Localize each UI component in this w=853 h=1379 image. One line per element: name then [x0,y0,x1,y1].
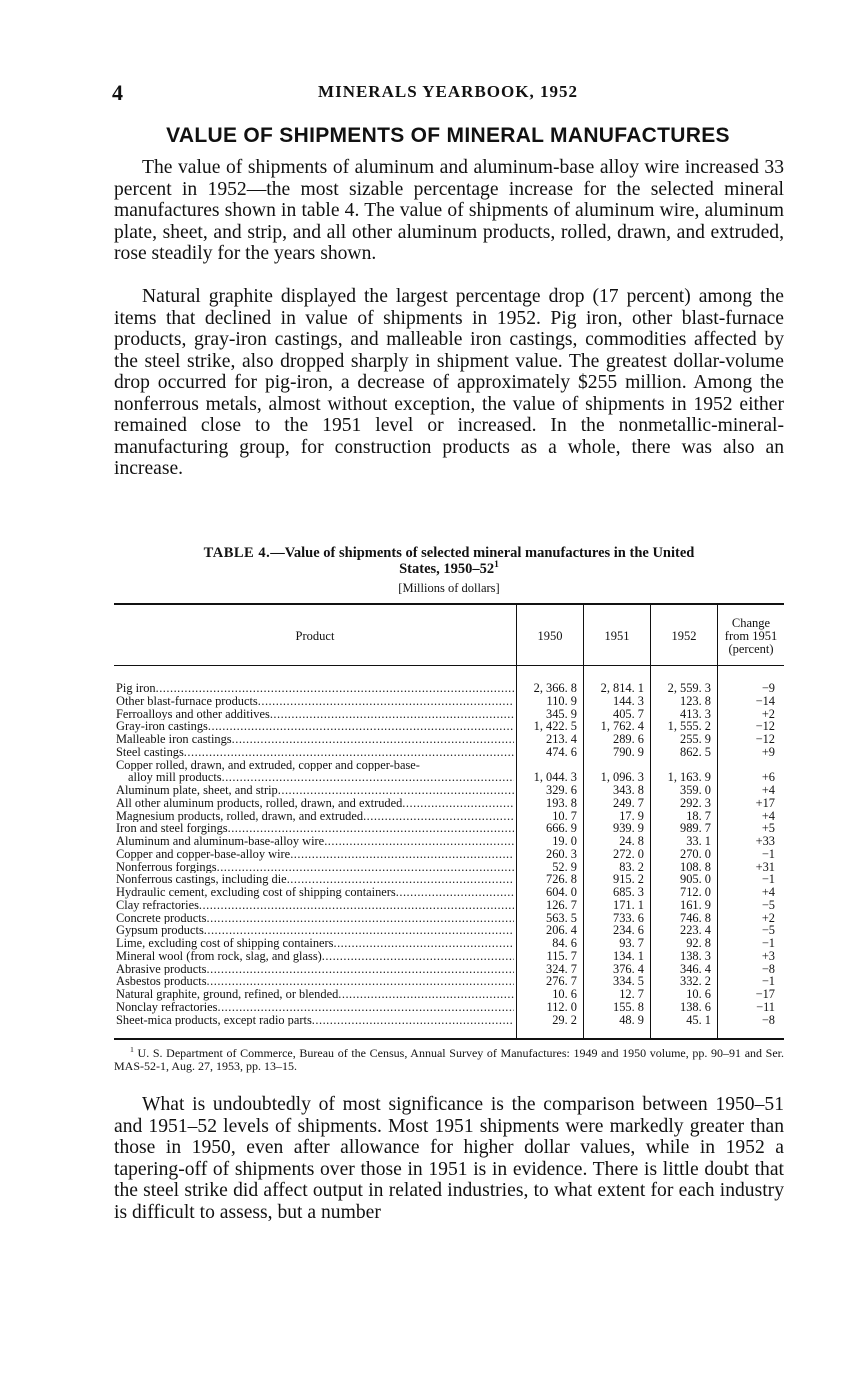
value-1951-cell: 376. 4 [613,961,644,976]
value-1951-cell: 1, 762. 4 [600,719,644,734]
value-1952-cell: 223. 4 [680,923,711,938]
table-caption-line-1: —Value of shipments of selected mineral manufactures in the United [270,545,695,561]
column-header-change-line-1: Change [731,616,771,630]
table-row [114,797,784,810]
value-1950-cell: 604. 0 [546,885,577,899]
value-1950-cell: 563. 5 [546,910,577,925]
value-1951-cell: 790. 9 [613,744,644,759]
value-1952-cell: 1, 163. 9 [667,770,711,785]
value-1952-cell: 989. 7 [680,821,711,836]
change-percent-cell: −14 [755,693,775,708]
change-percent-cell: −1 [761,936,775,950]
value-1951-cell: 289. 6 [613,732,644,746]
product-cell: Lime, excluding cost of shipping containers ..... [116,937,514,950]
change-percent-cell: +2 [761,706,775,721]
value-1951-cell: 405. 7 [613,706,644,721]
column-header-1951: 1951 [604,629,630,643]
value-1950-cell: 19. 0 [552,834,577,848]
value-1950-cell: 345. 9 [546,706,577,721]
change-percent-cell: −5 [761,923,775,938]
value-1950-cell: 193. 8 [546,795,577,810]
value-1951-cell: 144. 3 [613,693,644,708]
table-row [114,733,784,746]
table-row [114,975,784,988]
value-1952-cell: 138. 6 [680,999,711,1014]
product-cell: Malleable iron castings ..... [116,733,514,746]
table-label: TABLE 4. [203,545,271,561]
table-row [114,848,784,861]
change-percent-cell: +9 [761,744,775,759]
value-1951-cell: 939. 9 [613,821,644,836]
value-1952-cell: 359. 0 [680,783,711,797]
value-1952-cell: 346. 4 [680,961,711,976]
value-1952-cell: 905. 0 [680,872,711,887]
change-percent-cell: +4 [761,808,775,823]
value-1951-cell: 12. 7 [619,987,644,1001]
product-cell: Mineral wool (from rock, slag, and glass) ..... [116,950,514,963]
value-1952-cell: 712. 0 [680,885,711,899]
value-1951-cell: 915. 2 [613,872,644,887]
column-header-change-line-3: (percent) [728,642,774,656]
paragraph-1: The value of shipments of aluminum and aluminum-base alloy wire increased 33 percent in 1952—the most sizable percentage increase for the selected mineral manufactures shown in table 4. The value of shipments of aluminum wire, aluminum plate, sheet, and strip, and all other aluminum products, rolled, drawn, and extruded, rose steadily for the years shown. [114,157,784,264]
value-1950-cell: 84. 6 [552,936,577,950]
column-header-change-line-2: from 1951 [724,629,778,643]
change-percent-cell: +2 [761,910,775,925]
value-1952-cell: 161. 9 [680,897,711,912]
change-percent-cell: −9 [761,681,775,695]
value-1952-cell: 18. 7 [686,808,711,823]
table-row [114,950,784,963]
value-1952-cell: 746. 8 [680,910,711,925]
change-percent-cell: +31 [755,859,775,874]
footnote-text: U. S. Department of Commerce, Bureau of the Census, Annual Survey of Manufactures: 1949 and 1950 volume, pp. 90–91 and Ser. MAS-52-1, Aug. 27, 1953, pp. 13–15. [114,1046,784,1073]
value-1951-cell: 2, 814. 1 [600,681,644,695]
product-cell: Aluminum and aluminum-base-alloy wire ..... [116,835,514,848]
section-title: VALUE OF SHIPMENTS OF MINERAL MANUFACTURES [166,124,730,147]
change-percent-cell: +33 [755,834,775,848]
product-cell: Copper and copper-base-alloy wire ..... [116,848,514,861]
product-cell: Concrete products ..... [116,912,514,925]
value-1952-cell: 92. 8 [686,936,711,950]
change-percent-cell: +6 [761,770,775,785]
value-1952-cell: 413. 3 [680,706,711,721]
value-1950-cell: 52. 9 [552,859,577,874]
value-1951-cell: 733. 6 [613,910,644,925]
change-percent-cell: +5 [761,821,775,836]
table-row [114,682,784,695]
table-row [114,1014,784,1027]
value-1952-cell: 332. 2 [680,974,711,989]
value-1950-cell: 112. 0 [546,999,577,1014]
value-1950-cell: 110. 9 [546,693,577,708]
change-percent-cell: −5 [761,897,775,912]
value-1950-cell: 329. 6 [546,783,577,797]
product-cell: Steel castings ..... [116,746,514,759]
table-row [114,746,784,759]
value-1951-cell: 24. 8 [619,834,644,848]
product-cell: Copper rolled, drawn, and extruded, copper and copper-base- [116,758,420,772]
value-1950-cell: 1, 422. 5 [533,719,577,734]
table-footnote [114,1047,784,1073]
value-1950-cell: 29. 2 [552,1012,577,1027]
value-1950-cell: 1, 044. 3 [533,770,577,785]
table-units: [Millions of dollars] [398,581,500,595]
table-row [114,937,784,950]
product-cell: Aluminum plate, sheet, and strip ..... [116,784,514,797]
change-percent-cell: +3 [761,948,775,963]
table-body [114,682,784,1026]
change-percent-cell: +4 [761,885,775,899]
table-row [114,835,784,848]
value-1951-cell: 155. 8 [613,999,644,1014]
value-1951-cell: 48. 9 [619,1012,644,1027]
table-row [114,1001,784,1014]
product-cell: Nonclay refractories ..... [116,1001,514,1014]
paragraph-3: What is undoubtedly of most significance is the comparison between 1950–51 and 1951–52 levels of shipments. Most 1951 shipments were markedly greater than those in 1950, even after allowance for higher dollar values, while in 1952 a tapering-off of shipments over those in 1951 is in evidence. There is little doubt that the steel strike did affect output in related industries, to what extent for each industry is difficult to assess, but a number [114,1094,784,1223]
change-percent-cell: −8 [761,1012,775,1027]
running-title: MINERALS YEARBOOK, 1952 [318,82,578,101]
product-cell: alloy mill products ..... [128,771,514,784]
value-1952-cell: 123. 8 [680,693,711,708]
value-1951-cell: 334. 5 [613,974,644,989]
change-percent-cell: −11 [756,999,775,1014]
column-header-1952: 1952 [671,629,697,643]
change-percent-cell: −12 [755,732,775,746]
change-percent-cell: −17 [755,987,775,1001]
value-1952-cell: 270. 0 [680,846,711,861]
table-caption [114,545,784,577]
table-header-rule [114,665,784,666]
paragraph-2: Natural graphite displayed the largest percentage drop (17 percent) among the items that declined in value of shipments in 1952. Pig iron, other blast-furnace products, gray-iron castings, and malleable iron castings, commodities affected by the steel strike, also dropped sharply in shipment value. The greatest dollar-volume drop occurred for pig-iron, a decrease of approximately $255 million. Among the nonferrous metals, almost without exception, the value of shipments in 1952 either remained close to the 1951 level or increased. In the nonmetallic-mineral-manufacturing group, for construction products as a whole, there was also an increase. [114,286,784,479]
product-cell: Sheet-mica products, except radio parts ..... [116,1014,514,1027]
product-cell: Ferroalloys and other additives ..... [116,708,514,721]
value-1952-cell: 862. 5 [680,744,711,759]
value-1951-cell: 134. 1 [613,948,644,963]
value-1951-cell: 1, 096. 3 [600,770,644,785]
change-percent-cell: −8 [761,961,775,976]
product-cell: All other aluminum products, rolled, drawn, and extruded ..... [116,797,514,810]
page-header [112,80,784,106]
value-1950-cell: 206. 4 [546,923,577,938]
change-percent-cell: +4 [761,783,775,797]
value-1950-cell: 474. 6 [546,744,577,759]
product-cell: Iron and steel forgings ..... [116,822,514,835]
table-bottom-rule [114,1038,784,1040]
value-1951-cell: 249. 7 [613,795,644,810]
value-1950-cell: 10. 7 [552,808,577,823]
value-1952-cell: 108. 8 [680,859,711,874]
product-cell: Gypsum products ..... [116,924,514,937]
product-cell: Clay refractories ..... [116,899,514,912]
value-1950-cell: 324. 7 [546,961,577,976]
table-caption-footnote-mark: 1 [494,560,499,571]
value-1952-cell: 1, 555. 2 [667,719,711,734]
value-1951-cell: 17. 9 [619,808,644,823]
table-row [114,924,784,937]
value-1950-cell: 126. 7 [546,897,577,912]
table-top-rule [114,603,784,605]
column-header-change [718,617,784,656]
change-percent-cell: −12 [755,719,775,734]
value-1951-cell: 272. 0 [613,846,644,861]
table-row [114,695,784,708]
table-row [114,784,784,797]
value-1951-cell: 685. 3 [613,885,644,899]
product-cell: Abrasive products ..... [116,963,514,976]
value-1951-cell: 93. 7 [619,936,644,950]
product-cell: Gray-iron castings ..... [116,720,514,733]
table-row [114,886,784,899]
value-1951-cell: 234. 6 [613,923,644,938]
value-1952-cell: 33. 1 [686,834,711,848]
value-1952-cell: 45. 1 [686,1012,711,1027]
table-row [114,899,784,912]
table-caption-line-2: States, 1950–52 [399,561,495,577]
value-1952-cell: 2, 559. 3 [667,681,711,695]
value-1952-cell: 255. 9 [680,732,711,746]
page-number: 4 [112,80,123,105]
change-percent-cell: −1 [761,846,775,861]
product-cell: Hydraulic cement, excluding cost of shipping containers ..... [116,886,514,899]
product-cell: Other blast-furnace products ..... [116,695,514,708]
value-1952-cell: 10. 6 [686,987,711,1001]
value-1951-cell: 171. 1 [613,897,644,912]
product-cell: Asbestos products ..... [116,975,514,988]
value-1950-cell: 10. 6 [552,987,577,1001]
value-1950-cell: 115. 7 [546,948,577,963]
value-1951-cell: 83. 2 [619,859,644,874]
product-cell: Natural graphite, ground, refined, or blended ..... [116,988,514,1001]
table-row [114,988,784,1001]
value-1951-cell: 343. 8 [613,783,644,797]
change-percent-cell: −1 [761,872,775,887]
value-1952-cell: 292. 3 [680,795,711,810]
table-row [114,822,784,835]
product-cell: Pig iron ..... [116,682,514,695]
change-percent-cell: −1 [761,974,775,989]
value-1950-cell: 260. 3 [546,846,577,861]
value-1950-cell: 2, 366. 8 [533,681,577,695]
value-1950-cell: 213. 4 [546,732,577,746]
column-header-product: Product [295,629,335,643]
value-1950-cell: 276. 7 [546,974,577,989]
change-percent-cell: +17 [755,795,775,810]
value-1950-cell: 666. 9 [546,821,577,836]
column-header-1950: 1950 [537,629,563,643]
product-cell: Magnesium products, rolled, drawn, and extruded ..... [116,810,514,823]
product-cell: Nonferrous castings, including die ..... [116,873,514,886]
value-1950-cell: 726. 8 [546,872,577,887]
value-1952-cell: 138. 3 [680,948,711,963]
product-cell: Nonferrous forgings ..... [116,861,514,874]
footnote-mark: 1 [130,1045,134,1054]
